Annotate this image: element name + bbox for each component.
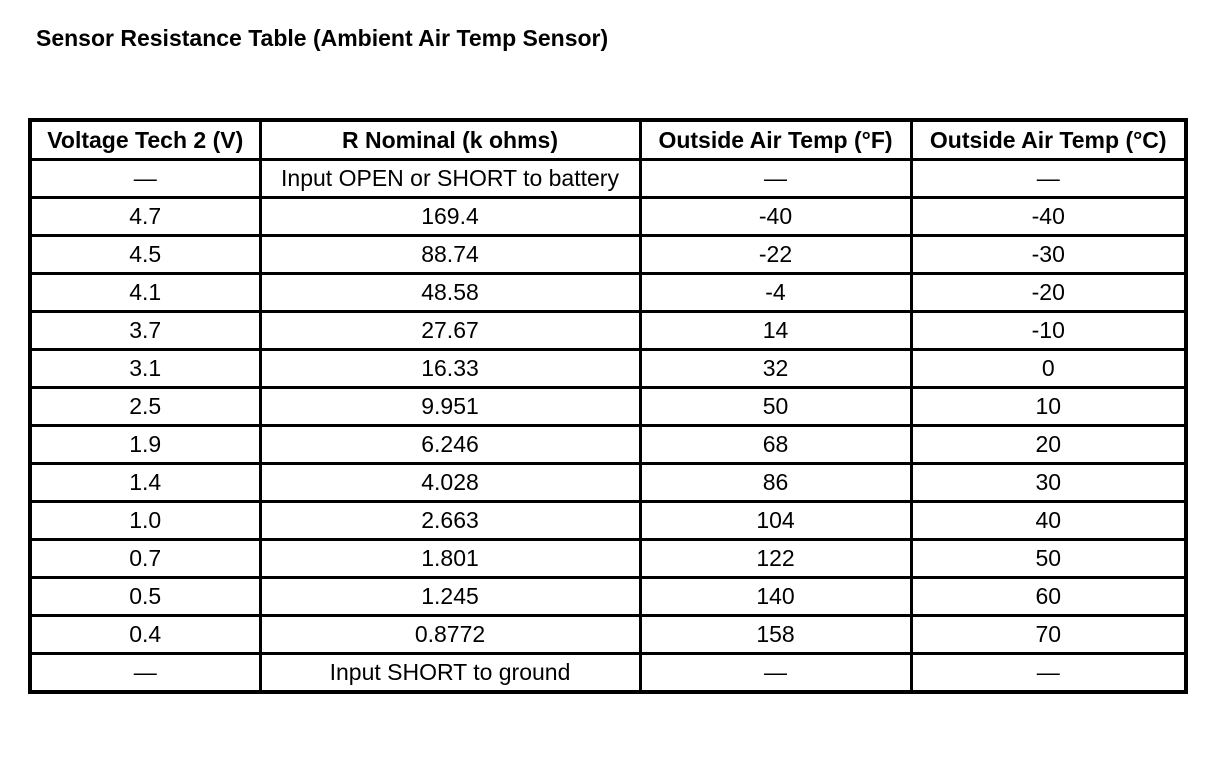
cell-temp-c: — (911, 160, 1186, 198)
cell-voltage: 2.5 (30, 388, 260, 426)
cell-resistance: 1.801 (260, 540, 640, 578)
cell-voltage: — (30, 654, 260, 693)
cell-resistance: 1.245 (260, 578, 640, 616)
cell-temp-f: -4 (640, 274, 911, 312)
cell-voltage: 1.0 (30, 502, 260, 540)
column-header-resistance: R Nominal (k ohms) (260, 120, 640, 160)
cell-temp-f: — (640, 160, 911, 198)
cell-temp-c: 50 (911, 540, 1186, 578)
cell-temp-f: 68 (640, 426, 911, 464)
sensor-resistance-table (28, 118, 1188, 694)
cell-temp-f: 158 (640, 616, 911, 654)
table-row (30, 540, 1186, 578)
table-row (30, 464, 1186, 502)
cell-temp-c: 10 (911, 388, 1186, 426)
cell-resistance: Input OPEN or SHORT to battery (260, 160, 640, 198)
cell-temp-f: 14 (640, 312, 911, 350)
column-header-voltage: Voltage Tech 2 (V) (30, 120, 260, 160)
table-row (30, 426, 1186, 464)
cell-temp-c: 40 (911, 502, 1186, 540)
table-row (30, 160, 1186, 198)
cell-temp-f: -22 (640, 236, 911, 274)
page-title: Sensor Resistance Table (Ambient Air Temp Sensor) (36, 25, 609, 51)
cell-resistance: 4.028 (260, 464, 640, 502)
cell-temp-c: 70 (911, 616, 1186, 654)
table-row (30, 502, 1186, 540)
cell-temp-f: — (640, 654, 911, 693)
cell-voltage: 0.5 (30, 578, 260, 616)
cell-voltage: 4.1 (30, 274, 260, 312)
cell-voltage: — (30, 160, 260, 198)
cell-temp-f: 104 (640, 502, 911, 540)
table-row (30, 654, 1186, 693)
table-header-row (30, 120, 1186, 160)
table-row (30, 198, 1186, 236)
cell-temp-f: 32 (640, 350, 911, 388)
cell-resistance: 88.74 (260, 236, 640, 274)
cell-voltage: 3.1 (30, 350, 260, 388)
cell-voltage: 0.7 (30, 540, 260, 578)
cell-voltage: 1.4 (30, 464, 260, 502)
cell-resistance: 9.951 (260, 388, 640, 426)
cell-temp-f: -40 (640, 198, 911, 236)
cell-resistance: Input SHORT to ground (260, 654, 640, 693)
cell-resistance: 48.58 (260, 274, 640, 312)
cell-temp-c: 60 (911, 578, 1186, 616)
table-row (30, 578, 1186, 616)
cell-temp-c: 0 (911, 350, 1186, 388)
table-row (30, 274, 1186, 312)
column-header-temp-c: Outside Air Temp (°C) (911, 120, 1186, 160)
table-row (30, 388, 1186, 426)
table-row (30, 616, 1186, 654)
cell-resistance: 0.8772 (260, 616, 640, 654)
cell-temp-f: 50 (640, 388, 911, 426)
cell-temp-c: -30 (911, 236, 1186, 274)
cell-resistance: 16.33 (260, 350, 640, 388)
cell-resistance: 27.67 (260, 312, 640, 350)
cell-temp-f: 86 (640, 464, 911, 502)
cell-temp-c: 20 (911, 426, 1186, 464)
cell-voltage: 3.7 (30, 312, 260, 350)
table-row (30, 350, 1186, 388)
cell-voltage: 1.9 (30, 426, 260, 464)
cell-temp-c: -40 (911, 198, 1186, 236)
table-body (30, 160, 1186, 693)
cell-voltage: 4.7 (30, 198, 260, 236)
cell-resistance: 6.246 (260, 426, 640, 464)
cell-temp-c: -10 (911, 312, 1186, 350)
cell-temp-c: -20 (911, 274, 1186, 312)
cell-temp-c: — (911, 654, 1186, 693)
cell-temp-f: 140 (640, 578, 911, 616)
table-row (30, 236, 1186, 274)
cell-temp-f: 122 (640, 540, 911, 578)
column-header-temp-f: Outside Air Temp (°F) (640, 120, 911, 160)
cell-temp-c: 30 (911, 464, 1186, 502)
table-row (30, 312, 1186, 350)
cell-voltage: 4.5 (30, 236, 260, 274)
cell-resistance: 2.663 (260, 502, 640, 540)
cell-voltage: 0.4 (30, 616, 260, 654)
cell-resistance: 169.4 (260, 198, 640, 236)
